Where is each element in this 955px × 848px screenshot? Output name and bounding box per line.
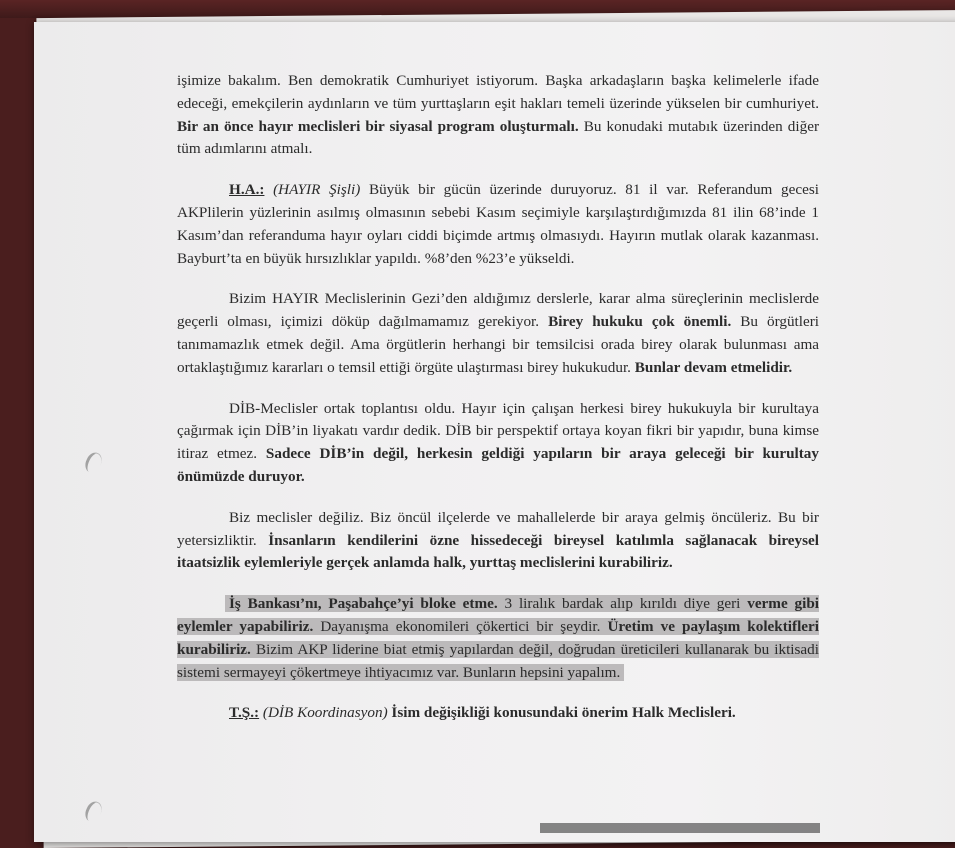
paragraph-6-highlighted <box>177 593 819 684</box>
speaker-affiliation: (DİB Koordinasyon) <box>259 704 388 722</box>
paragraph-4: DİB-Meclisler ortak toplantısı oldu. Hayır için çalışan herkesi birey hukukuyla bir kurultaya çağırmak için DİB’in liyakatı vardır dedik. DİB bir perspektif ortaya koyan fikri bir yapıdır, buna kimse itiraz etmez. Sadece DİB’in değil, herkesin geldiği yapıların bir araya geleceği bir kurultay önümüzde duruyor. <box>177 399 819 485</box>
document-body <box>177 70 819 743</box>
paragraph-1: işimize bakalım. Ben demokratik Cumhuriyet istiyorum. Başka arkadaşların başka kelimelerle ifade edeceği, emekçilerin aydınların ve tüm yurttaşların eşit hakları temeli üzerinde yükselen bir cumhuriyet. Bir an önce hayır meclisleri bir siyasal program oluşturmalı. Bu konudaki mutabık üzerinden diğer tüm adımlarını atmalı. <box>177 72 819 158</box>
paragraph-7: T.Ş.: (DİB Koordinasyon) İsim değişikliği konusundaki önerim Halk Meclisleri. <box>229 704 736 722</box>
paragraph-5: Biz meclisler değiliz. Biz öncül ilçelerde ve mahallelerde bir araya gelmiş öncüleriz. Bu bir yetersizliktir. İnsanların kendilerini özne hissedeceği bireysel katılımla sağlanacak bireysel itaatsizlik eylemleriyle gerçek anlamda halk, yurttaş meclislerini kurabiliriz. <box>177 508 819 572</box>
next-page-edge <box>540 823 820 833</box>
speaker-initials: T.Ş.: <box>229 704 260 722</box>
paragraph-3: Bizim HAYIR Meclislerinin Gezi’den aldığımız derslerle, karar alma süreçlerinin meclislerde geçerli olması, içimizi döküp dağılmamamız gerekiyor. Birey hukuku çok önemli. Bu örgütleri tanımamazlık etmek değil. Ama örgütlerin herhangi bir temsilcisi orada birey olarak bulunması ama ortaklaştığımız kararları o temsil ettiği örgüte ulaştırması birey hukukudur. Bunlar devam etmelidir. <box>177 290 820 376</box>
speaker-initials: H.A.: <box>229 181 265 199</box>
highlighted-passage: İş Bankası’nı, Paşabahçe’yi bloke etme. 3 liralık bardak alıp kırıldı diye geri verme gibi eylemler yapabiliriz. Dayanışma ekonomileri çökertici bir şeydir. Üretim ve paylaşım kolektifleri kurabiliriz. Bizim AKP liderine biat etmiş yapılardan değil, doğrudan üreticileri kullanarak bu iktisadi sistemi sermayeyi çökertmeye ihtiyacımız var. Bunların hepsini yapalım. <box>177 595 820 681</box>
speaker-affiliation: (HAYIR Şişli) <box>264 181 361 199</box>
paragraph-2: H.A.: (HAYIR Şişli) Büyük bir gücün üzerinde duruyoruz. 81 il var. Referandum gecesi AKPlilerin yüzlerinin asılmış olmasının sebebi Kasım seçimiyle karşılaştırdığımızda 81 ilin 68’inde 1 Kasım’dan referanduma hayır oyları ciddi biçimde artmış olmasıydı. Hayırın mutlak olarak kazanması. Bayburt’ta en büyük hırsızlıklar yapıldı. %8’den %23’e yükseldi. <box>177 181 819 267</box>
